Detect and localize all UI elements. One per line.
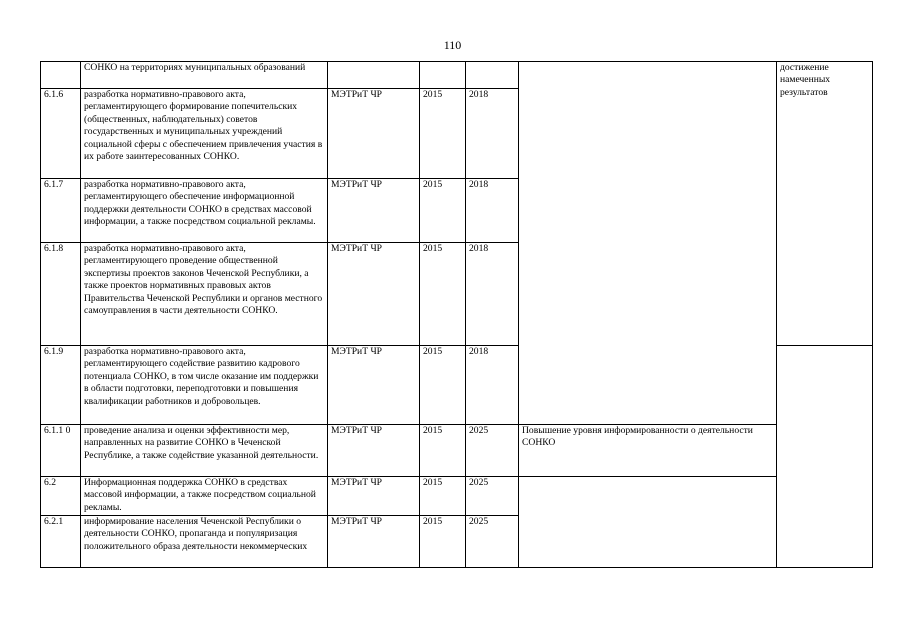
table-row — [41, 477, 873, 516]
result-cell-empty — [519, 62, 777, 425]
executor: МЭТРиТ ЧР — [328, 516, 420, 568]
executor: МЭТРиТ ЧР — [328, 89, 420, 179]
row-number: 6.1.9 — [41, 346, 81, 425]
start-year: 2015 — [420, 516, 466, 568]
end-year: 2018 — [466, 346, 519, 425]
note-cell-empty — [777, 346, 873, 568]
executor: МЭТРиТ ЧР — [328, 346, 420, 425]
end-year: 2018 — [466, 89, 519, 179]
table-row — [41, 62, 873, 89]
end-year: 2025 — [466, 477, 519, 516]
note-cell: достижение намеченных результатов — [777, 62, 873, 346]
row-number: 6.1.7 — [41, 179, 81, 243]
measure-name: Информационная поддержка СОНКО в средствах массовой информации, а также посредством социальной рекламы. — [81, 477, 328, 516]
start-year — [420, 62, 466, 89]
end-year: 2018 — [466, 243, 519, 346]
row-number: 6.1.8 — [41, 243, 81, 346]
table-row — [41, 425, 873, 477]
measure-name: разработка нормативно-правового акта, регламентирующего содействие развитию кадрового потенциала СОНКО, в том числе оказание им поддержки в области подготовки, переподготовки и повышения квалификации работников и добровольцев. — [81, 346, 328, 425]
executor — [328, 62, 420, 89]
row-number: 6.2 — [41, 477, 81, 516]
measure-name: информирование населения Чеченской Республики о деятельности СОНКО, пропаганда и популяризация положительного образа деятельности некоммерческих — [81, 516, 328, 568]
start-year: 2015 — [420, 477, 466, 516]
measures-table — [40, 61, 873, 568]
row-number: 6.2.1 — [41, 516, 81, 568]
measure-name: разработка нормативно-правового акта, регламентирующего проведение общественной экспертизы проектов законов Чеченской Республики, а также проектов нормативных правовых актов Правительства Чеченской Республики и органов местного самоуправления в части деятельности СОНКО. — [81, 243, 328, 346]
end-year: 2025 — [466, 516, 519, 568]
start-year: 2015 — [420, 89, 466, 179]
executor: МЭТРиТ ЧР — [328, 243, 420, 346]
end-year — [466, 62, 519, 89]
row-number: 6.1.1 0 — [41, 425, 81, 477]
result-cell: Повышение уровня информированности о деятельности СОНКО — [519, 425, 777, 477]
start-year: 2015 — [420, 243, 466, 346]
result-cell-empty — [519, 477, 777, 568]
end-year: 2025 — [466, 425, 519, 477]
page-number: 110 — [443, 38, 462, 52]
executor: МЭТРиТ ЧР — [328, 477, 420, 516]
start-year: 2015 — [420, 425, 466, 477]
start-year: 2015 — [420, 346, 466, 425]
start-year: 2015 — [420, 179, 466, 243]
row-number: 6.1.6 — [41, 89, 81, 179]
measure-name: разработка нормативно-правового акта, регламентирующего формирование попечительских (общественных, наблюдательных) советов государственных и муниципальных учреждений социальной сферы с обеспечением привлечения участия в их работе заинтересованных СОНКО. — [81, 89, 328, 179]
measure-name: проведение анализа и оценки эффективности мер, направленных на развитие СОНКО в Чеченской Республике, а также содействие указанной деятельности. — [81, 425, 328, 477]
measure-name: разработка нормативно-правового акта, регламентирующего обеспечение информационной поддержки деятельности СОНКО в средствах массовой информации, а также посредством социальной рекламы. — [81, 179, 328, 243]
executor: МЭТРиТ ЧР — [328, 425, 420, 477]
executor: МЭТРиТ ЧР — [328, 179, 420, 243]
end-year: 2018 — [466, 179, 519, 243]
measure-name: СОНКО на территориях муниципальных образований — [81, 62, 328, 89]
row-number — [41, 62, 81, 89]
